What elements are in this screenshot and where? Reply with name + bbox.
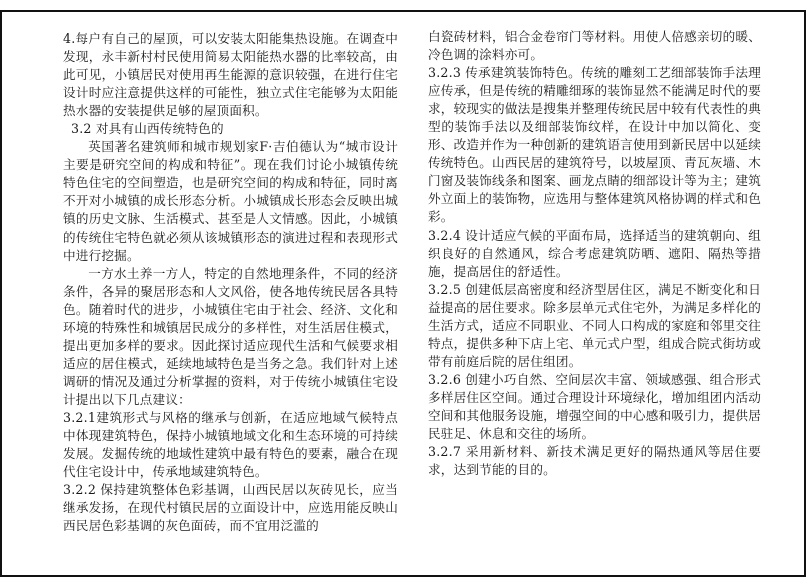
item-3-2-5: 3.2.5 创建低层高密度和经济型居住区，满足不断变化和日益提高的居住要求。除多层单元式住宅外，为满足多样化的生活方式，适应不同职业、不同人口构成的家庭和邻里交往特点，提供多种下店上宅、单元式户型，组成合院式街坊或带有前庭后院的居住组团。: [428, 281, 761, 369]
paragraph-continued: 白瓷砖材料，铝合金卷帘门等材料。用使人倍感亲切的暖、冷色调的涂料亦可。: [428, 29, 761, 63]
item-3-2-3: 3.2.3 传承建筑装饰特色。传统的雕刻工艺细部装饰手法理应传承，但是传统的精雕细琢的装饰显然不能满足时代的要求，较现实的做法是搜集并整理传统民居中较有代表性的典型的装饰手法以及细部装饰纹样，在设计中加以简化、变形、改造并作为一种创新的建筑语言使用到新民居中以延续传统特色。山西民居的建筑符号，以坡屋顶、青瓦灰墙、木门窗及装饰线条和图案、画龙点睛的细部设计等为主；建筑外立面上的装饰物，应选用与整体建筑风格协调的样式和色彩。: [428, 65, 761, 225]
item-3-2-1: 3.2.1建筑形式与风格的继承与创新，在适应地域气候特点中体现建筑特色，保持小城镇地域文化和生态环境的可持续发展。发掘传统的地域性建筑中最有特色的要素，融合在现代住宅设计中，传承地域建筑特色。: [63, 409, 398, 480]
item-3-2-2: 3.2.2 保持建筑整体色彩基调，山西民居以灰砖见长，应当继承发扬，在现代村镇民居的立面设计中，应选用能反映山西民居色彩基调的灰色面砖，而不宜用泛滥的: [63, 482, 398, 534]
right-column: [428, 28, 761, 479]
left-column: [63, 30, 398, 535]
item-3-2-4: 3.2.4 设计适应气候的平面布局，选择适当的建筑朝向、组织良好的自然通风，综合考虑建筑防晒、遮阳、隔热等措施，提高居住的舒适性。: [428, 227, 761, 279]
paragraph-regional-character: 一方水土养一方人，特定的自然地理条件，不同的经济条件，各异的聚居形态和人文风俗，使各地传统民居各具特色。随着时代的进步，小城镇住宅由于社会、经济、文化和环境的特殊性和城镇居民成分的多样性，对生活居住模式，提出更加多样的要求。因此探讨适应现代生活和气候要求相适应的居住模式，延续地域特色是当务之急。我们针对上述调研的情况及通过分析掌握的资料，对于传统小城镇住宅设计提出以下几点建议：: [63, 265, 398, 407]
section-heading-3-2: 3.2 对具有山西传统特色的: [71, 121, 224, 137]
item-3-2-6: 3.2.6 创建小巧自然、空间层次丰富、领域感强、组合形式多样居住区空间。通过合理设计环境绿化，增加组团内活动空间和其他服务设施，增强空间的中心感和吸引力，提供居民驻足、休息和交往的场所。: [428, 371, 761, 442]
item-3-2-7: 3.2.7 采用新材料、新技术满足更好的隔热通风等居住要求，达到节能的目的。: [428, 444, 761, 478]
paragraph-rooftop-solar: 4.每户有自己的屋顶，可以安装太阳能集热设施。在调查中发现，永丰新村村民使用简易太阳能热水器的比率较高，由此可见，小镇居民对使用再生能源的意识较强，在进行住宅设计时应注意提供这样的可能性，独立式住宅能够为太阳能热水器的安装提供足够的屋顶面积。: [63, 31, 398, 119]
paragraph-urban-design: 英国著名建筑师和城市规划家F·吉伯德认为“城市设计主要是研究空间的构成和特征”。现在我们讨论小城镇传统特色住宅的空间塑造，也是研究空间的构成和特征，同时离不开对小城镇的成长形态分析。小城镇成长形态会反映出城镇的历史文脉、生活模式、甚至是人文情感。因此，小城镇的传统住宅特色就必须从该城镇形态的演进过程和表现形式中进行挖掘。: [63, 139, 398, 263]
